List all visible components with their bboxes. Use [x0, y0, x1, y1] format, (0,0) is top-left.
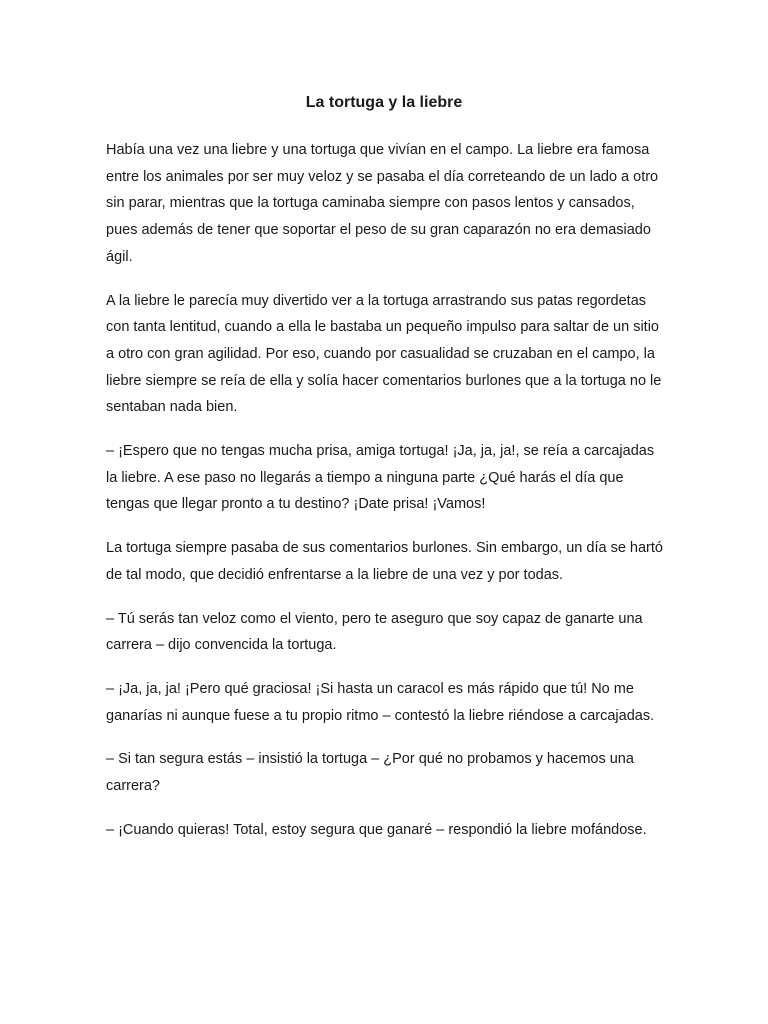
document-title: La tortuga y la liebre — [305, 94, 463, 111]
paragraph-5: – Tú serás tan veloz como el viento, pero te aseguro que soy capaz de ganarte una carrera – dijo convencida la tortuga. — [106, 610, 643, 654]
paragraph-1: Había una vez una liebre y una tortuga que vivían en el campo. La liebre era famosa entre los animales por ser muy veloz y se pasaba el día correteando de un lado a otro sin parar, mientras que la tortuga caminaba siempre con pasos lentos y cansados, pues además de tener que soportar el peso de su gran caparazón no era demasiado ágil. — [106, 142, 659, 265]
paragraph-8: – ¡Cuando quieras! Total, estoy segura que ganaré – respondió la liebre mofándose. — [106, 821, 647, 838]
paragraph-3: – ¡Espero que no tengas mucha prisa, amiga tortuga! ¡Ja, ja, ja!, se reía a carcajadas la liebre. A ese paso no llegarás a tiempo a ninguna parte ¿Qué harás el día que tengas que llegar pronto a tu destino? ¡Date prisa! ¡Vamos! — [106, 443, 655, 513]
paragraph-7: – Si tan segura estás – insistió la tortuga – ¿Por qué no probamos y hacemos una carrera? — [106, 751, 634, 795]
paragraph-2: A la liebre le parecía muy divertido ver a la tortuga arrastrando sus patas regordetas con tanta lentitud, cuando a ella le bastaba un pequeño impulso para saltar de un sitio a otro con gran agilidad. Por eso, cuando por casualidad se cruzaban en el campo, la liebre siempre se reía de ella y solía hacer comentarios burlones que a la tortuga no le sentaban nada bien. — [106, 292, 662, 416]
document-body — [106, 137, 666, 860]
paragraph-4: La tortuga siempre pasaba de sus comentarios burlones. Sin embargo, un día se hartó de tal modo, que decidió enfrentarse a la liebre de una vez y por todas. — [106, 540, 663, 583]
paragraph-6: – ¡Ja, ja, ja! ¡Pero qué graciosa! ¡Si hasta un caracol es más rápido que tú! No me ganarías ni aunque fuese a tu propio ritmo – contestó la liebre riéndose a carcajadas. — [106, 680, 655, 724]
